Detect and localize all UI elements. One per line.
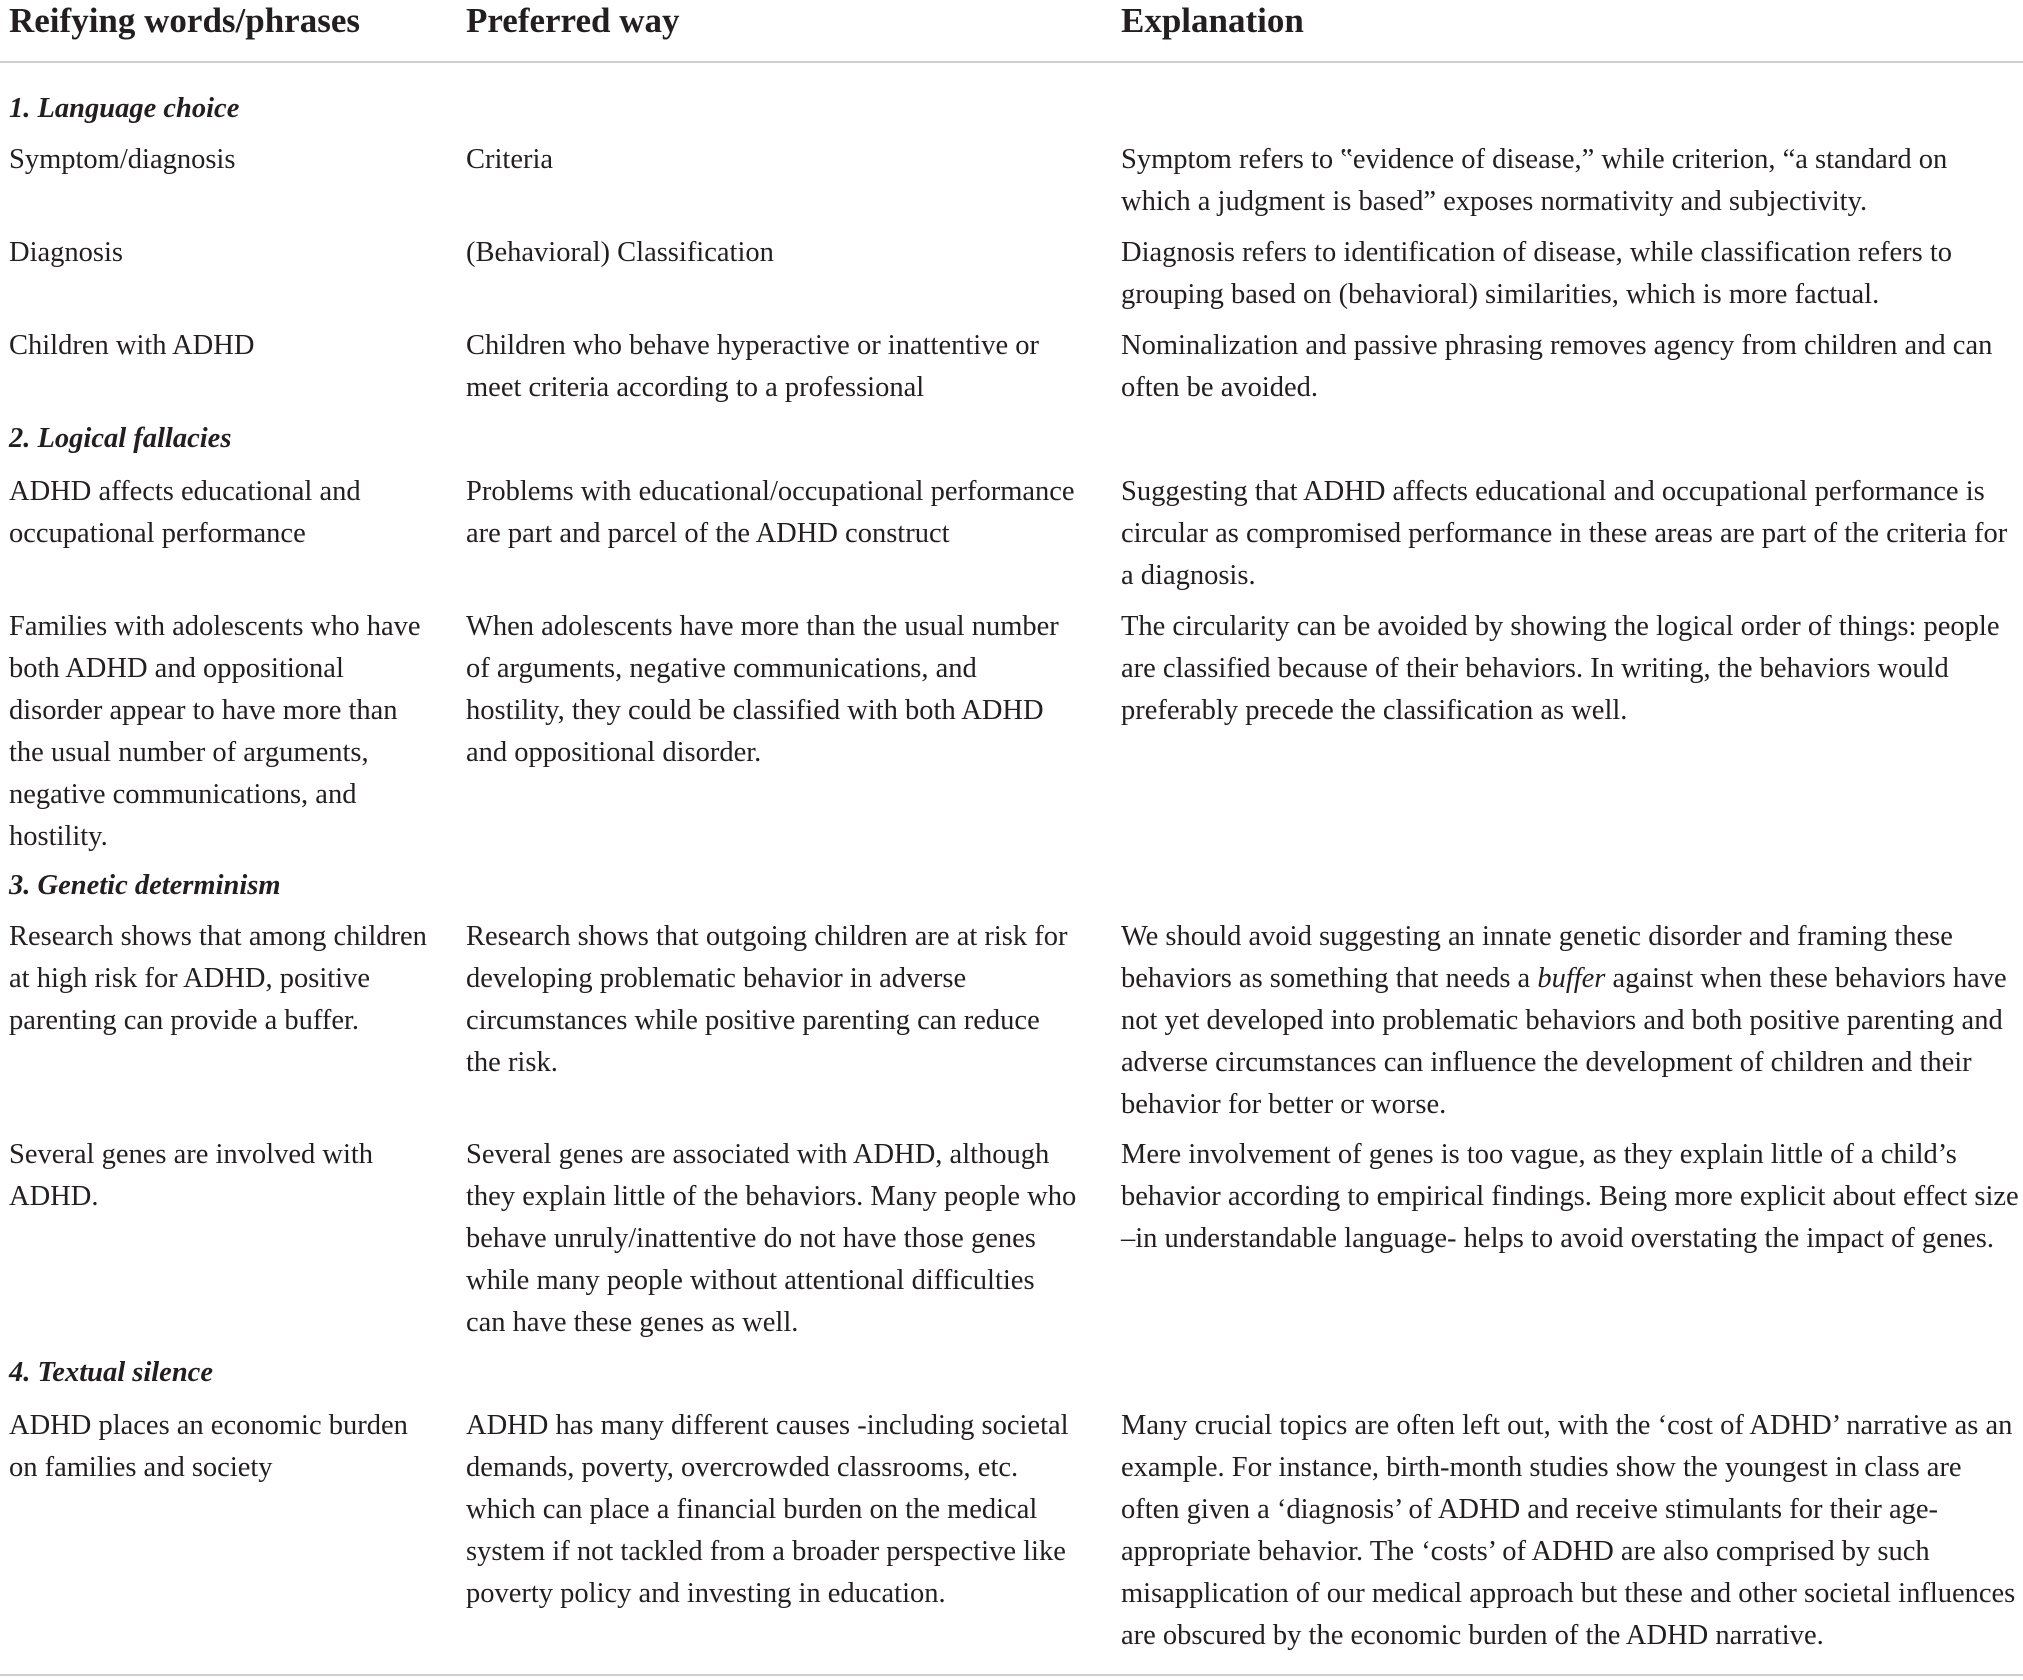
cell-preferred: Criteria (466, 144, 554, 175)
cell-explanation: Symptom refers to ‟evidence of disease,” while criterion, “a standard on which a judgment is based” exposes normativity and subjectivity. (1121, 144, 1948, 217)
cell-reifying: Diagnosis (9, 237, 123, 268)
header-divider (0, 61, 2023, 63)
cell-reifying: Several genes are involved with ADHD. (9, 1139, 374, 1212)
cell-preferred: Problems with educational/occupational performance are part and parcel of the ADHD construct (466, 476, 1075, 549)
cell-reifying: ADHD places an economic burden on families and society (9, 1410, 408, 1483)
cell-reifying: Research shows that among children at high risk for ADHD, positive parenting can provide a buffer. (9, 921, 427, 1036)
section-title-textual-silence: 4. Textual silence (9, 1357, 213, 1388)
cell-reifying: Families with adolescents who have both ADHD and oppositional disorder appear to have more than the usual number of arguments, negative communications, and hostility. (9, 611, 421, 852)
cell-preferred: (Behavioral) Classification (466, 237, 774, 268)
cell-explanation: Suggesting that ADHD affects educational and occupational performance is circular as compromised performance in these areas are part of the criteria for a diagnosis. (1121, 476, 2008, 591)
cell-explanation: The circularity can be avoided by showing the logical order of things: people are classified because of their behaviors. In writing, the behaviors would preferably precede the classification as well. (1121, 611, 2000, 726)
cell-preferred: Several genes are associated with ADHD, although they explain little of the behaviors. Many people who behave unruly/inattentive do not have those genes while many people without attentional difficulties can have these genes as well. (466, 1139, 1077, 1338)
cell-explanation: Nominalization and passive phrasing removes agency from children and can often be avoided. (1121, 330, 1993, 403)
section-title-genetic-determinism: 3. Genetic determinism (9, 870, 281, 901)
cell-explanation: Diagnosis refers to identification of disease, while classification refers to grouping based on (behavioral) similarities, which is more factual. (1121, 237, 1952, 310)
cell-preferred: ADHD has many different causes -including societal demands, poverty, overcrowded classrooms, etc. which can place a financial burden on the medical system if not tackled from a broader perspective like poverty policy and investing in education. (466, 1410, 1069, 1609)
header-reifying: Reifying words/phrases (9, 1, 360, 40)
section-title-logical-fallacies: 2. Logical fallacies (9, 423, 232, 454)
cell-reifying: Children with ADHD (9, 330, 255, 361)
header-explanation: Explanation (1121, 1, 1304, 40)
cell-preferred: When adolescents have more than the usual number of arguments, negative communications, and hostility, they could be classified with both ADHD and oppositional disorder. (466, 611, 1059, 768)
cell-reifying: Symptom/diagnosis (9, 144, 236, 175)
cell-explanation: Mere involvement of genes is too vague, as they explain little of a child’s behavior according to empirical findings. Being more explicit about effect size –in understandable language- helps to avoid overstating the impact of genes. (1121, 1139, 2019, 1254)
cell-preferred: Children who behave hyperactive or inattentive or meet criteria according to a professional (466, 330, 1039, 403)
cell-reifying: ADHD affects educational and occupational performance (9, 476, 361, 549)
header-preferred: Preferred way (466, 1, 680, 40)
cell-explanation: Many crucial topics are often left out, with the ‘cost of ADHD’ narrative as an example. For instance, birth-month studies show the youngest in class are often given a ‘diagnosis’ of ADHD and receive stimulants for their age-appropriate behavior. The ‘costs’ of ADHD are also comprised by such misapplication of our medical approach but these and other societal influences are obscured by the economic burden of the ADHD narrative. (1121, 1410, 2016, 1651)
cell-preferred: Research shows that outgoing children are at risk for developing problematic behavior in adverse circumstances while positive parenting can reduce the risk. (466, 921, 1068, 1078)
cell-explanation: We should avoid suggesting an innate genetic disorder and framing these behaviors as something that needs a buffer against when these behaviors have not yet developed into problematic behaviors and both positive parenting and adverse circumstances can influence the development of children and their behavior for better or worse. (1121, 921, 2007, 1120)
section-title-language-choice: 1. Language choice (9, 93, 240, 124)
footer-divider (0, 1674, 2023, 1676)
